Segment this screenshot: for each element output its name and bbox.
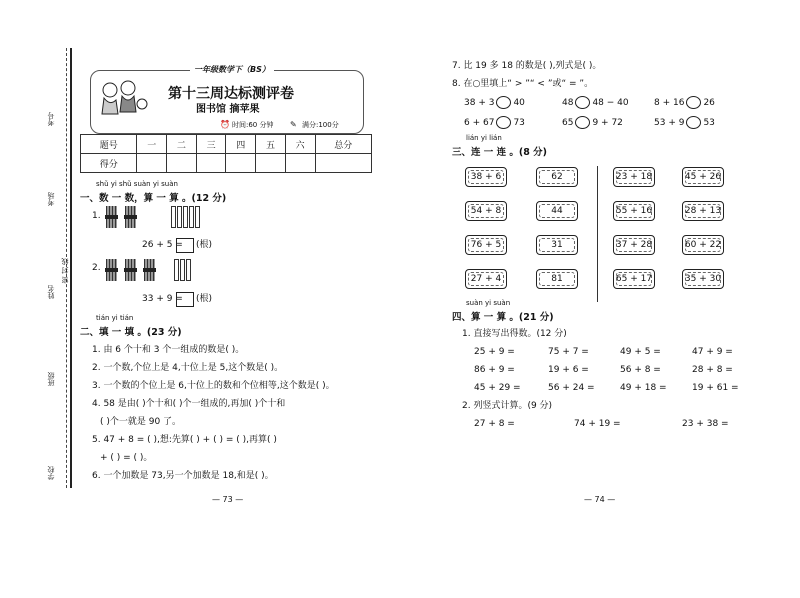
- calc-item: 25 + 9 =: [474, 347, 515, 357]
- match-card[interactable]: 44: [536, 201, 578, 221]
- calc-item: 86 + 9 =: [474, 365, 515, 375]
- s1-q1-unit: (根): [196, 240, 213, 250]
- stick-bundle: [106, 259, 117, 281]
- s2-line: 3. 一个数的个位上是 6,十位上的数和个位相等,这个数是( )。: [92, 381, 335, 391]
- match-card[interactable]: 27 + 4: [465, 269, 507, 289]
- stick-bundle: [106, 206, 117, 228]
- calc-item: 19 + 6 =: [548, 365, 589, 375]
- s1-q2-equation: 33 + 9 =: [142, 294, 183, 304]
- q7-line: 7. 比 19 多 18 的数是( ),列式是( )。: [452, 61, 602, 71]
- s2-line: 5. 47 + 8 = ( ),想:先算( ) + ( ) = ( ),再算( ): [92, 435, 277, 445]
- score-table-header: 四: [226, 135, 256, 154]
- pencil-icon: ✎: [290, 120, 297, 129]
- score-cell[interactable]: [226, 154, 256, 173]
- calc-item: 28 + 8 =: [692, 365, 733, 375]
- match-card[interactable]: 37 + 28: [613, 235, 655, 255]
- score-table-header: 二: [167, 135, 197, 154]
- s1-q2-unit: (根): [196, 294, 213, 304]
- score-row-label: 得分: [81, 154, 137, 173]
- score-table-header: 总分: [315, 135, 371, 154]
- match-card[interactable]: 62: [536, 167, 578, 187]
- s1-q2-number: 2.: [92, 263, 101, 273]
- match-card[interactable]: 81: [536, 269, 578, 289]
- s1-title: 一、数 一 数，算 一 算 。(12 分): [80, 193, 227, 204]
- exam-subtitle: 图书馆 摘苹果: [196, 104, 260, 115]
- compare-item: 38 + 3 40: [464, 98, 525, 108]
- s2-line: + ( ) = ( )。: [100, 453, 153, 463]
- match-card[interactable]: 54 + 8: [465, 201, 507, 221]
- s3-title: 三、连 一 连 。(8 分): [452, 147, 548, 158]
- match-card[interactable]: 28 + 13: [682, 201, 724, 221]
- side-seat: 考场: [47, 192, 55, 206]
- calc-item: 45 + 29 =: [474, 383, 521, 393]
- sticks-image-1: [106, 206, 201, 232]
- s2-line: 6. 一个加数是 73,另一个加数是 18,和是( )。: [92, 471, 274, 481]
- side-seal: 密 封 线: [61, 258, 69, 284]
- sticks-image-2: [106, 259, 192, 285]
- s1-q1-equation: 26 + 5 =: [142, 240, 183, 250]
- score-cell[interactable]: [315, 154, 371, 173]
- match-divider: [597, 166, 598, 302]
- s4-sub2: 2. 列竖式计算。(9 分): [462, 401, 553, 411]
- compare-item: 8 + 16 26: [654, 98, 715, 108]
- stick-bundle: [125, 259, 136, 281]
- compare-circle[interactable]: [686, 96, 701, 109]
- stick-bundle: [125, 206, 136, 228]
- score-table-header: 题号: [81, 135, 137, 154]
- score-cell[interactable]: [137, 154, 167, 173]
- stick-bundle: [144, 259, 155, 281]
- q8-line: 8. 在○里填上“ > ”“ < ”或“ = ”。: [452, 79, 594, 89]
- exam-title: 第十三周达标测评卷: [168, 86, 294, 102]
- page-number-left: — 73 —: [212, 495, 244, 504]
- score-table-header: 五: [256, 135, 286, 154]
- kids-illustration: [98, 78, 150, 120]
- calc-item: 19 + 61 =: [692, 383, 739, 393]
- s2-line: 1. 由 6 个十和 3 个一组成的数是( )。: [92, 345, 245, 355]
- side-name: 姓名: [47, 285, 55, 299]
- compare-item: 53 + 9 53: [654, 118, 715, 128]
- score-cell[interactable]: [196, 154, 226, 173]
- s1-pinyin: shǔ yi shǔ suàn yi suàn: [96, 180, 178, 188]
- binding-line-solid: [70, 48, 72, 488]
- compare-item: 6 + 67 73: [464, 118, 525, 128]
- s1-q2-answer-box[interactable]: [176, 292, 194, 307]
- calc-item: 49 + 18 =: [620, 383, 667, 393]
- score-cell[interactable]: [285, 154, 315, 173]
- score-table: [80, 134, 372, 173]
- vertical-calc-item: 23 + 38 =: [682, 419, 729, 429]
- calc-item: 56 + 8 =: [620, 365, 661, 375]
- compare-item: 65 9 + 72: [562, 118, 623, 128]
- match-card[interactable]: 23 + 18: [613, 167, 655, 187]
- page-number-right: — 74 —: [584, 495, 616, 504]
- compare-circle[interactable]: [496, 116, 511, 129]
- side-class: 班级: [47, 372, 55, 386]
- s2-line: ( )个一就是 90 了。: [100, 417, 182, 427]
- score-cell[interactable]: [167, 154, 197, 173]
- s1-q1-answer-box[interactable]: [176, 238, 194, 253]
- s4-title: 四、算 一 算 。(21 分): [452, 312, 554, 323]
- vertical-calc-item: 74 + 19 =: [574, 419, 621, 429]
- s1-q1-number: 1.: [92, 211, 101, 221]
- vertical-calc-item: 27 + 8 =: [474, 419, 515, 429]
- match-card[interactable]: 60 + 22: [682, 235, 724, 255]
- calc-item: 49 + 5 =: [620, 347, 661, 357]
- s4-sub1: 1. 直接写出得数。(12 分): [462, 329, 567, 339]
- compare-circle[interactable]: [686, 116, 701, 129]
- side-school: 学校: [47, 466, 55, 480]
- s2-line: 2. 一个数,个位上是 4,十位上是 5,这个数是( )。: [92, 363, 284, 373]
- match-card[interactable]: 55 + 16: [613, 201, 655, 221]
- clock-icon: ⏰: [220, 120, 230, 129]
- s2-line: 4. 58 是由( )个十和( )个一组成的,再加( )个十和: [92, 399, 286, 409]
- match-card[interactable]: 35 + 30: [682, 269, 724, 289]
- s4-pinyin: suàn yi suàn: [466, 299, 511, 307]
- header-series: 一年级数学下（BS）: [190, 64, 274, 76]
- match-card[interactable]: 38 + 6: [465, 167, 507, 187]
- score-cell[interactable]: [256, 154, 286, 173]
- full-score: 满分:100分: [302, 121, 339, 129]
- compare-circle[interactable]: [575, 96, 590, 109]
- match-card[interactable]: 31: [536, 235, 578, 255]
- s2-title: 二、填 一 填 。(23 分): [80, 327, 182, 338]
- calc-item: 47 + 9 =: [692, 347, 733, 357]
- side-exam-no: 考号: [47, 112, 55, 126]
- s2-pinyin: tián yi tián: [96, 314, 134, 322]
- match-card[interactable]: 65 + 17: [613, 269, 655, 289]
- score-table-header: 六: [285, 135, 315, 154]
- match-card[interactable]: 45 + 26: [682, 167, 724, 187]
- score-table-header: 三: [196, 135, 226, 154]
- compare-item: 48 48 − 40: [562, 98, 629, 108]
- match-card[interactable]: 76 + 5: [465, 235, 507, 255]
- score-table-header: 一: [137, 135, 167, 154]
- s3-pinyin: lián yi lián: [466, 134, 502, 142]
- calc-item: 56 + 24 =: [548, 383, 595, 393]
- compare-circle[interactable]: [496, 96, 511, 109]
- time-limit: 时间:60 分钟: [232, 121, 274, 129]
- calc-item: 75 + 7 =: [548, 347, 589, 357]
- compare-circle[interactable]: [575, 116, 590, 129]
